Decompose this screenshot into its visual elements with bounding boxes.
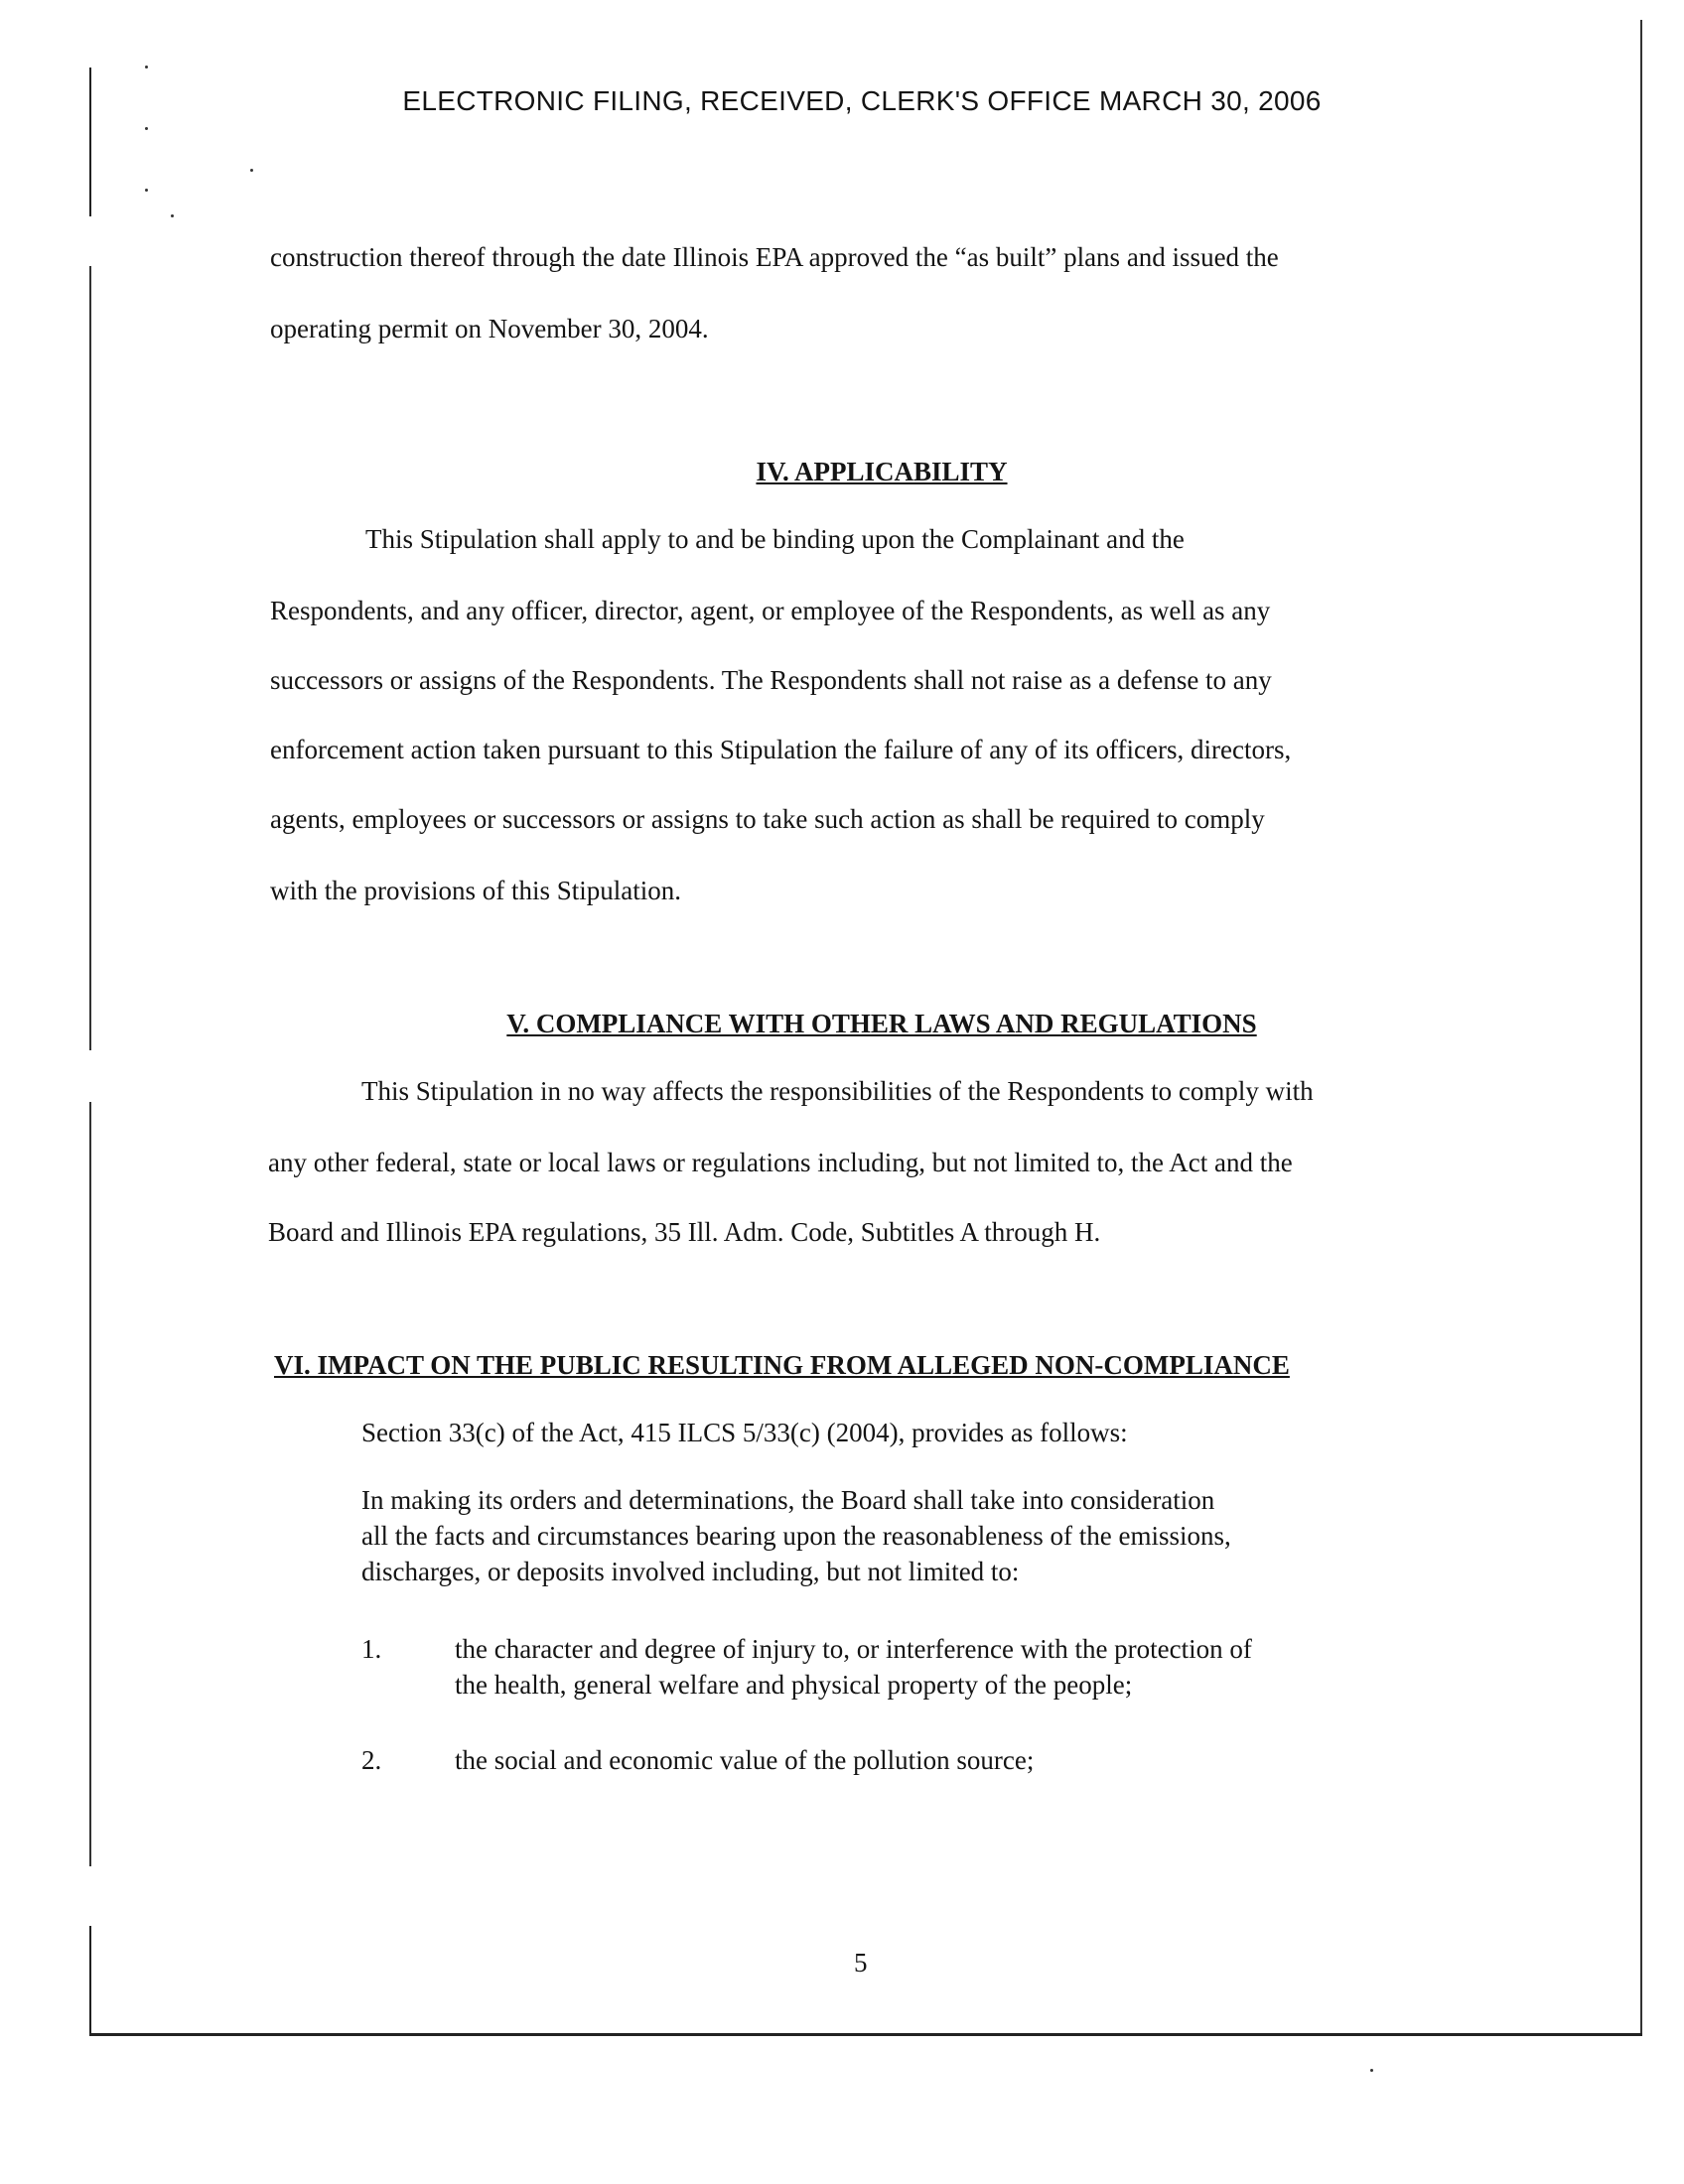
- quoted-statute-line: discharges, or deposits involved including, but not limited to:: [361, 1557, 1020, 1586]
- scan-speck: [145, 66, 148, 68]
- list-item-number: 2.: [361, 1745, 382, 1775]
- scan-speck: [145, 127, 148, 130]
- scan-border-left: [89, 1926, 91, 2035]
- page-number: 5: [854, 1948, 868, 1978]
- paragraph-line: Section 33(c) of the Act, 415 ILCS 5/33(c) (2004), provides as follows:: [361, 1418, 1128, 1447]
- section-heading-impact: VI. IMPACT ON THE PUBLIC RESULTING FROM ALLEGED NON-COMPLIANCE: [274, 1350, 1290, 1380]
- paragraph-line: operating permit on November 30, 2004.: [270, 314, 709, 343]
- quoted-statute-line: In making its orders and determinations, the Board shall take into consideration: [361, 1485, 1215, 1515]
- scan-speck: [1370, 2069, 1373, 2072]
- quoted-statute-line: all the facts and circumstances bearing upon the reasonableness of the emissions,: [361, 1521, 1231, 1551]
- scan-border-left: [89, 266, 91, 1050]
- list-item-text: the health, general welfare and physical property of the people;: [455, 1670, 1133, 1700]
- list-item-text: the character and degree of injury to, or interference with the protection of: [455, 1634, 1252, 1664]
- paragraph-line: This Stipulation in no way affects the responsibilities of the Respondents to comply with: [361, 1076, 1314, 1106]
- section-heading-applicability: IV. APPLICABILITY: [756, 457, 1008, 486]
- list-item-number: 1.: [361, 1634, 382, 1664]
- section-heading-compliance: V. COMPLIANCE WITH OTHER LAWS AND REGULATIONS: [506, 1009, 1257, 1038]
- paragraph-line: with the provisions of this Stipulation.: [270, 876, 682, 905]
- paragraph-line: any other federal, state or local laws or regulations including, but not limited to, the Act and the: [268, 1148, 1293, 1177]
- list-item-text: the social and economic value of the pollution source;: [455, 1745, 1035, 1775]
- paragraph-line: enforcement action taken pursuant to this Stipulation the failure of any of its officers, directors,: [270, 735, 1292, 764]
- scan-border-bottom: [89, 2033, 1642, 2036]
- paragraph-line: Respondents, and any officer, director, agent, or employee of the Respondents, as well as any: [270, 596, 1271, 625]
- paragraph-line: successors or assigns of the Respondents. The Respondents shall not raise as a defense to any: [270, 665, 1272, 695]
- filing-stamp: ELECTRONIC FILING, RECEIVED, CLERK'S OFFICE MARCH 30, 2006: [402, 85, 1322, 116]
- scan-speck: [145, 189, 148, 192]
- paragraph-line: construction thereof through the date Illinois EPA approved the “as built” plans and issued the: [270, 242, 1279, 272]
- paragraph-line: Board and Illinois EPA regulations, 35 Ill. Adm. Code, Subtitles A through H.: [268, 1217, 1101, 1247]
- scan-border-left: [89, 1102, 91, 1866]
- paragraph-line: agents, employees or successors or assigns to take such action as shall be required to comply: [270, 804, 1265, 834]
- paragraph-line: This Stipulation shall apply to and be binding upon the Complainant and the: [365, 524, 1185, 554]
- scan-speck: [171, 214, 174, 217]
- scan-speck: [250, 169, 253, 172]
